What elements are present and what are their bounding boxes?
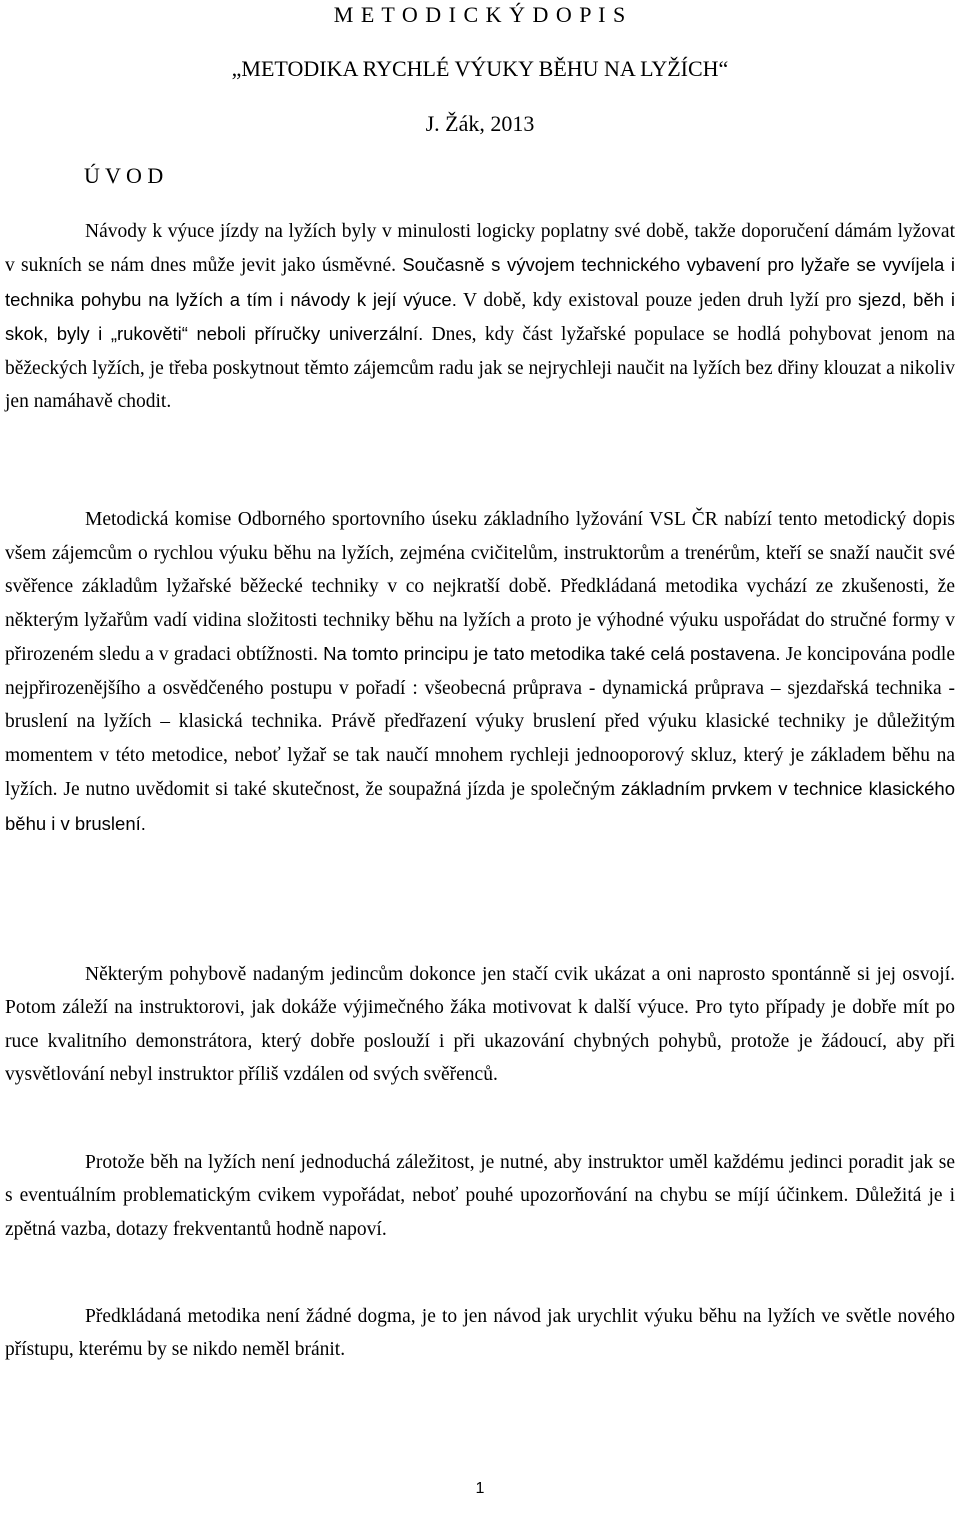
paragraph-text: Současně s vývojem technického vybavení pro lyžaře se vyvíjela i technika pohybu na lyžích a tím i návody k její výuce. [5, 254, 955, 310]
page-number: 1 [475, 1480, 485, 1497]
paragraph-text: Metodická komise Odborného sportovního úseku základního lyžování VSL ČR nabízí tento metodický dopis všem zájemcům o rychlou výuku běhu na lyžích, zejména cvičitelům, instruktorům a trenérům, kteří se snaží naučit své svěřence základům lyžařské běžecké techniky v co nejkratší době. Předkládaná metodika vychází ze zkušenosti, že některým lyžařům vadí vidina složitosti techniky běhu na lyžích a proto je výhodné výuku uspořádat do stručné formy v přirozeném sledu a v gradaci obtížnosti. [5, 509, 955, 665]
paragraph-text: základním prvkem v technice klasického běhu i v bruslení. [5, 778, 956, 834]
paragraph-text: Dnes, kdy část lyžařské populace se hodlá pohybovat jenom na běžeckých lyžích, je třeba poskytnout těmto zájemcům radu jak se nejrychleji naučit na lyžích bez dřiny klouzat a nikoliv jen namáhavě chodit. [5, 324, 955, 413]
paragraph-text: Návody k výuce jízdy na lyžích byly v minulosti logicky poplatny své době, takže doporučení dámám lyžovat v sukních se nám dnes může jevit jako úsměvné. [5, 221, 955, 277]
document-subtitle: „METODIKA RYCHLÉ VÝUKY BĚHU NA LYŽÍCH“ [231, 56, 729, 81]
paragraph [5, 503, 955, 841]
document-title: M E T O D I C K Ý D O P I S [333, 2, 627, 27]
section-heading: Ú V O D [84, 163, 164, 188]
paragraph-text: sjezd, běh i skok, byly i „rukověti“ neboli příručky univerzální. [5, 288, 955, 345]
paragraph-text: Protože běh na lyžích není jednoduchá záležitost, je nutné, aby instruktor uměl každému jedinci poradit jak se s eventuálním problematickým cvikem vypořádat, neboť pouhé upozorňování na chybu se míjí účinkem. Důležitá je i zpětná vazba, dotazy frekventantů hodně napoví. [5, 1152, 955, 1240]
paragraph [5, 958, 955, 1092]
paragraph-text: Na tomto principu je tato metodika také celá postavena. [323, 643, 781, 664]
paragraph [5, 1146, 955, 1246]
author-year: J. Žák, 2013 [425, 111, 535, 136]
paragraph-text: Předkládaná metodika není žádné dogma, je to jen návod jak urychlit výuku běhu na lyžích ve světle nového přístupu, kterému by se nikdo neměl bránit. [5, 1306, 955, 1361]
paragraph [5, 215, 955, 418]
paragraph [5, 1300, 955, 1367]
paragraph-text: V době, kdy existoval pouze jeden druh lyží pro [456, 289, 859, 311]
paragraph-text: Je koncipována podle nejpřirozenějšího a osvědčeného postupu v pořadí : všeobecná průprava - dynamická průprava – sjezdařská technika - bruslení na lyžích – klasická technika. Právě předřazení výuky bruslení před výuku klasické techniky je důležitým momentem v této metodice, neboť lyžař se tak naučí mnohem rychleji jednooporový skluz, který je základem běhu na lyžích. Je nutno uvědomit si také skutečnost, že soupažná jízda je společným [5, 644, 955, 800]
paragraph-text: Některým pohybově nadaným jedincům dokonce jen stačí cvik ukázat a oni naprosto spontánně si jej osvojí. Potom záleží na instruktorovi, jak dokáže výjimečného žáka motivovat k další výuce. Pro tyto případy je dobře mít po ruce kvalitního demonstrátora, který dobře poslouží i při ukazování chybných pohybů, protože je žádoucí, aby při vysvětlování nebyl instruktor příliš vzdálen od svých svěřenců. [5, 964, 955, 1086]
